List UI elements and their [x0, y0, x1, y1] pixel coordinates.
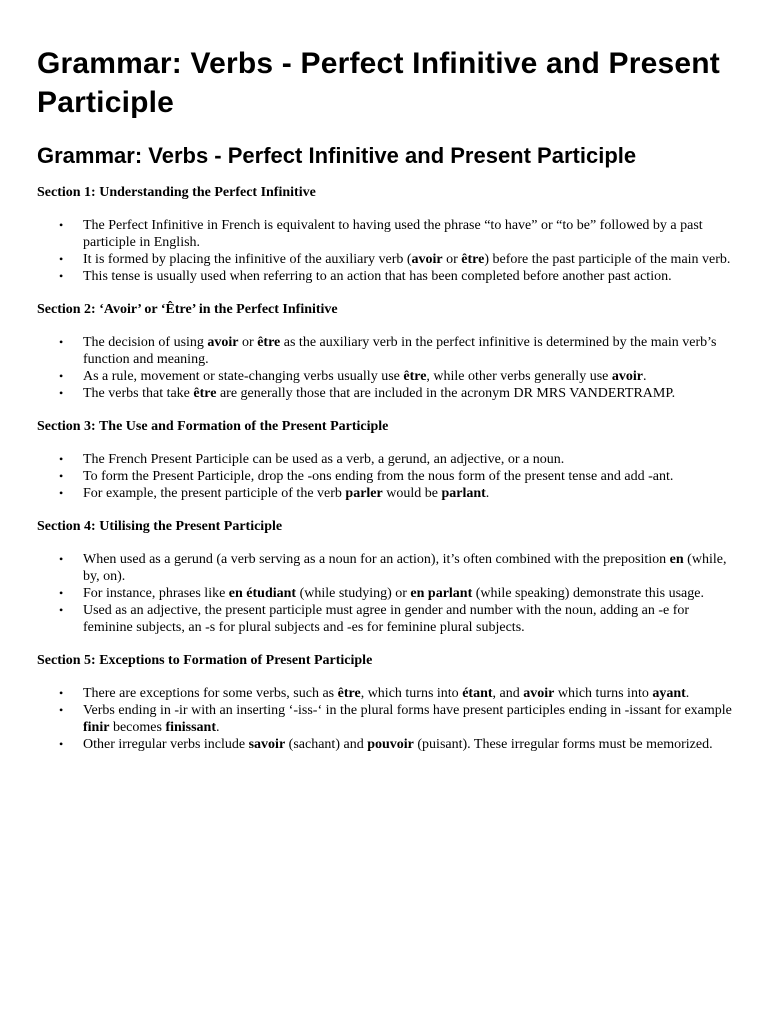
- text-run: The decision of using: [83, 335, 208, 350]
- document-page: [37, 44, 733, 769]
- sections-container: [37, 184, 733, 753]
- bold-term: en: [669, 552, 684, 567]
- text-run: .: [485, 486, 490, 501]
- bullet-icon: •: [59, 603, 64, 617]
- text-run: The verbs that take: [83, 386, 194, 401]
- text-run: There are exceptions for some verbs, such as: [83, 686, 338, 701]
- section-heading: Section 5: Exceptions to Formation of Present Participle: [37, 653, 373, 668]
- bullet-item: [37, 585, 733, 602]
- text-run: The Perfect Infinitive in French is equivalent to having used the phrase “to have” or “to be” followed by a past participle in English.: [83, 218, 703, 250]
- text-run: For example, the present participle of the verb: [83, 486, 346, 501]
- bold-term: en étudiant: [228, 586, 297, 601]
- bullet-icon: •: [59, 252, 64, 266]
- text-run: ) before the past participle of the main verb.: [484, 252, 731, 267]
- bullet-icon: •: [59, 552, 64, 566]
- bullet-list: [37, 551, 733, 636]
- text-run: becomes: [109, 720, 166, 735]
- bullet-icon: •: [59, 586, 64, 600]
- bold-term: avoir: [207, 335, 239, 350]
- bullet-icon: •: [59, 703, 64, 717]
- text-run: (sachant) and: [285, 737, 368, 752]
- text-run: (while, by, on).: [83, 552, 727, 584]
- bullet-icon: •: [59, 269, 64, 283]
- bold-term: ayant: [652, 686, 686, 701]
- bullet-list: [37, 685, 733, 753]
- bullet-item: [37, 702, 733, 736]
- bullet-item: [37, 451, 733, 468]
- text-run: For instance, phrases like: [83, 586, 229, 601]
- bold-term: avoir: [611, 369, 643, 384]
- text-run: (while speaking) demonstrate this usage.: [472, 586, 704, 601]
- text-run: Used as an adjective, the present participle must agree in gender and number with the noun, adding an -e for feminine subjects, an -s for plural subjects and -es for feminine plural subjects.: [83, 603, 690, 635]
- bold-term: étant: [462, 686, 493, 701]
- bullet-icon: •: [59, 335, 64, 349]
- bold-term: finissant: [165, 720, 217, 735]
- text-run: .: [642, 369, 647, 384]
- section-heading: Section 2: ‘Avoir’ or ‘Être’ in the Perfect Infinitive: [37, 302, 338, 317]
- section-heading: Section 3: The Use and Formation of the Present Participle: [37, 419, 389, 434]
- bold-term: être: [403, 369, 427, 384]
- bullet-list: [37, 451, 733, 502]
- section-heading: Section 1: Understanding the Perfect Infinitive: [37, 185, 316, 200]
- bold-term: savoir: [248, 737, 286, 752]
- bullet-item: [37, 685, 733, 702]
- bold-term: être: [337, 686, 361, 701]
- bullet-icon: •: [59, 218, 64, 232]
- bullet-item: [37, 736, 733, 753]
- text-run: It is formed by placing the infinitive of the auxiliary verb (: [83, 252, 412, 267]
- bullet-icon: •: [59, 486, 64, 500]
- bullet-item: [37, 385, 733, 402]
- text-run: or: [238, 335, 258, 350]
- text-run: or: [442, 252, 462, 267]
- bullet-item: [37, 268, 733, 285]
- bullet-item: [37, 368, 733, 385]
- text-run: (puisant). These irregular forms must be memorized.: [413, 737, 713, 752]
- text-run: (while studying) or: [296, 586, 411, 601]
- bullet-item: [37, 468, 733, 485]
- text-run: Other irregular verbs include: [83, 737, 249, 752]
- text-run: As a rule, movement or state-changing verbs usually use: [83, 369, 404, 384]
- bold-term: parler: [345, 486, 383, 501]
- text-run: Verbs ending in -ir with an inserting ‘-iss-‘ in the plural forms have present participles ending in -issant for example: [83, 703, 732, 718]
- section-heading: Section 4: Utilising the Present Participle: [37, 519, 283, 534]
- bullet-item: [37, 602, 733, 636]
- bold-term: avoir: [411, 252, 443, 267]
- bullet-icon: •: [59, 469, 64, 483]
- text-run: , which turns into: [360, 686, 463, 701]
- bullet-icon: •: [59, 386, 64, 400]
- bullet-icon: •: [59, 686, 64, 700]
- bold-term: parlant: [441, 486, 486, 501]
- bullet-icon: •: [59, 369, 64, 383]
- text-run: To form the Present Participle, drop the -ons ending from the nous form of the present tense and add -ant.: [83, 469, 674, 484]
- text-run: The French Present Participle can be used as a verb, a gerund, an adjective, or a noun.: [83, 452, 565, 467]
- text-run: as the auxiliary verb in the perfect infinitive is determined by the main verb’s function and meaning.: [83, 335, 717, 367]
- text-run: are generally those that are included in the acronym DR MRS VANDERTRAMP.: [216, 386, 676, 401]
- bullet-icon: •: [59, 452, 64, 466]
- bullet-item: [37, 551, 733, 585]
- document-title: Grammar: Verbs - Perfect Infinitive and Present Participle: [37, 47, 720, 119]
- text-run: This tense is usually used when referring to an action that has been completed before another past action.: [83, 269, 672, 284]
- bullet-list: [37, 334, 733, 402]
- document-subtitle: Grammar: Verbs - Perfect Infinitive and Present Participle: [37, 143, 637, 168]
- bullet-item: [37, 334, 733, 368]
- bold-term: être: [461, 252, 485, 267]
- bold-term: pouvoir: [367, 737, 414, 752]
- text-run: .: [216, 720, 220, 735]
- bold-term: avoir: [523, 686, 555, 701]
- text-run: , and: [492, 686, 524, 701]
- bold-term: en parlant: [410, 586, 473, 601]
- bullet-item: [37, 485, 733, 502]
- bullet-item: [37, 217, 733, 251]
- bold-term: finir: [83, 720, 110, 735]
- text-run: When used as a gerund (a verb serving as a noun for an action), it’s often combined with the preposition: [83, 552, 670, 567]
- text-run: , while other verbs generally use: [426, 369, 612, 384]
- bold-term: être: [193, 386, 217, 401]
- text-run: would be: [382, 486, 442, 501]
- text-run: .: [685, 686, 690, 701]
- bullet-icon: •: [59, 737, 64, 751]
- text-run: which turns into: [554, 686, 653, 701]
- bullet-list: [37, 217, 733, 285]
- bold-term: être: [257, 335, 281, 350]
- bullet-item: [37, 251, 733, 268]
